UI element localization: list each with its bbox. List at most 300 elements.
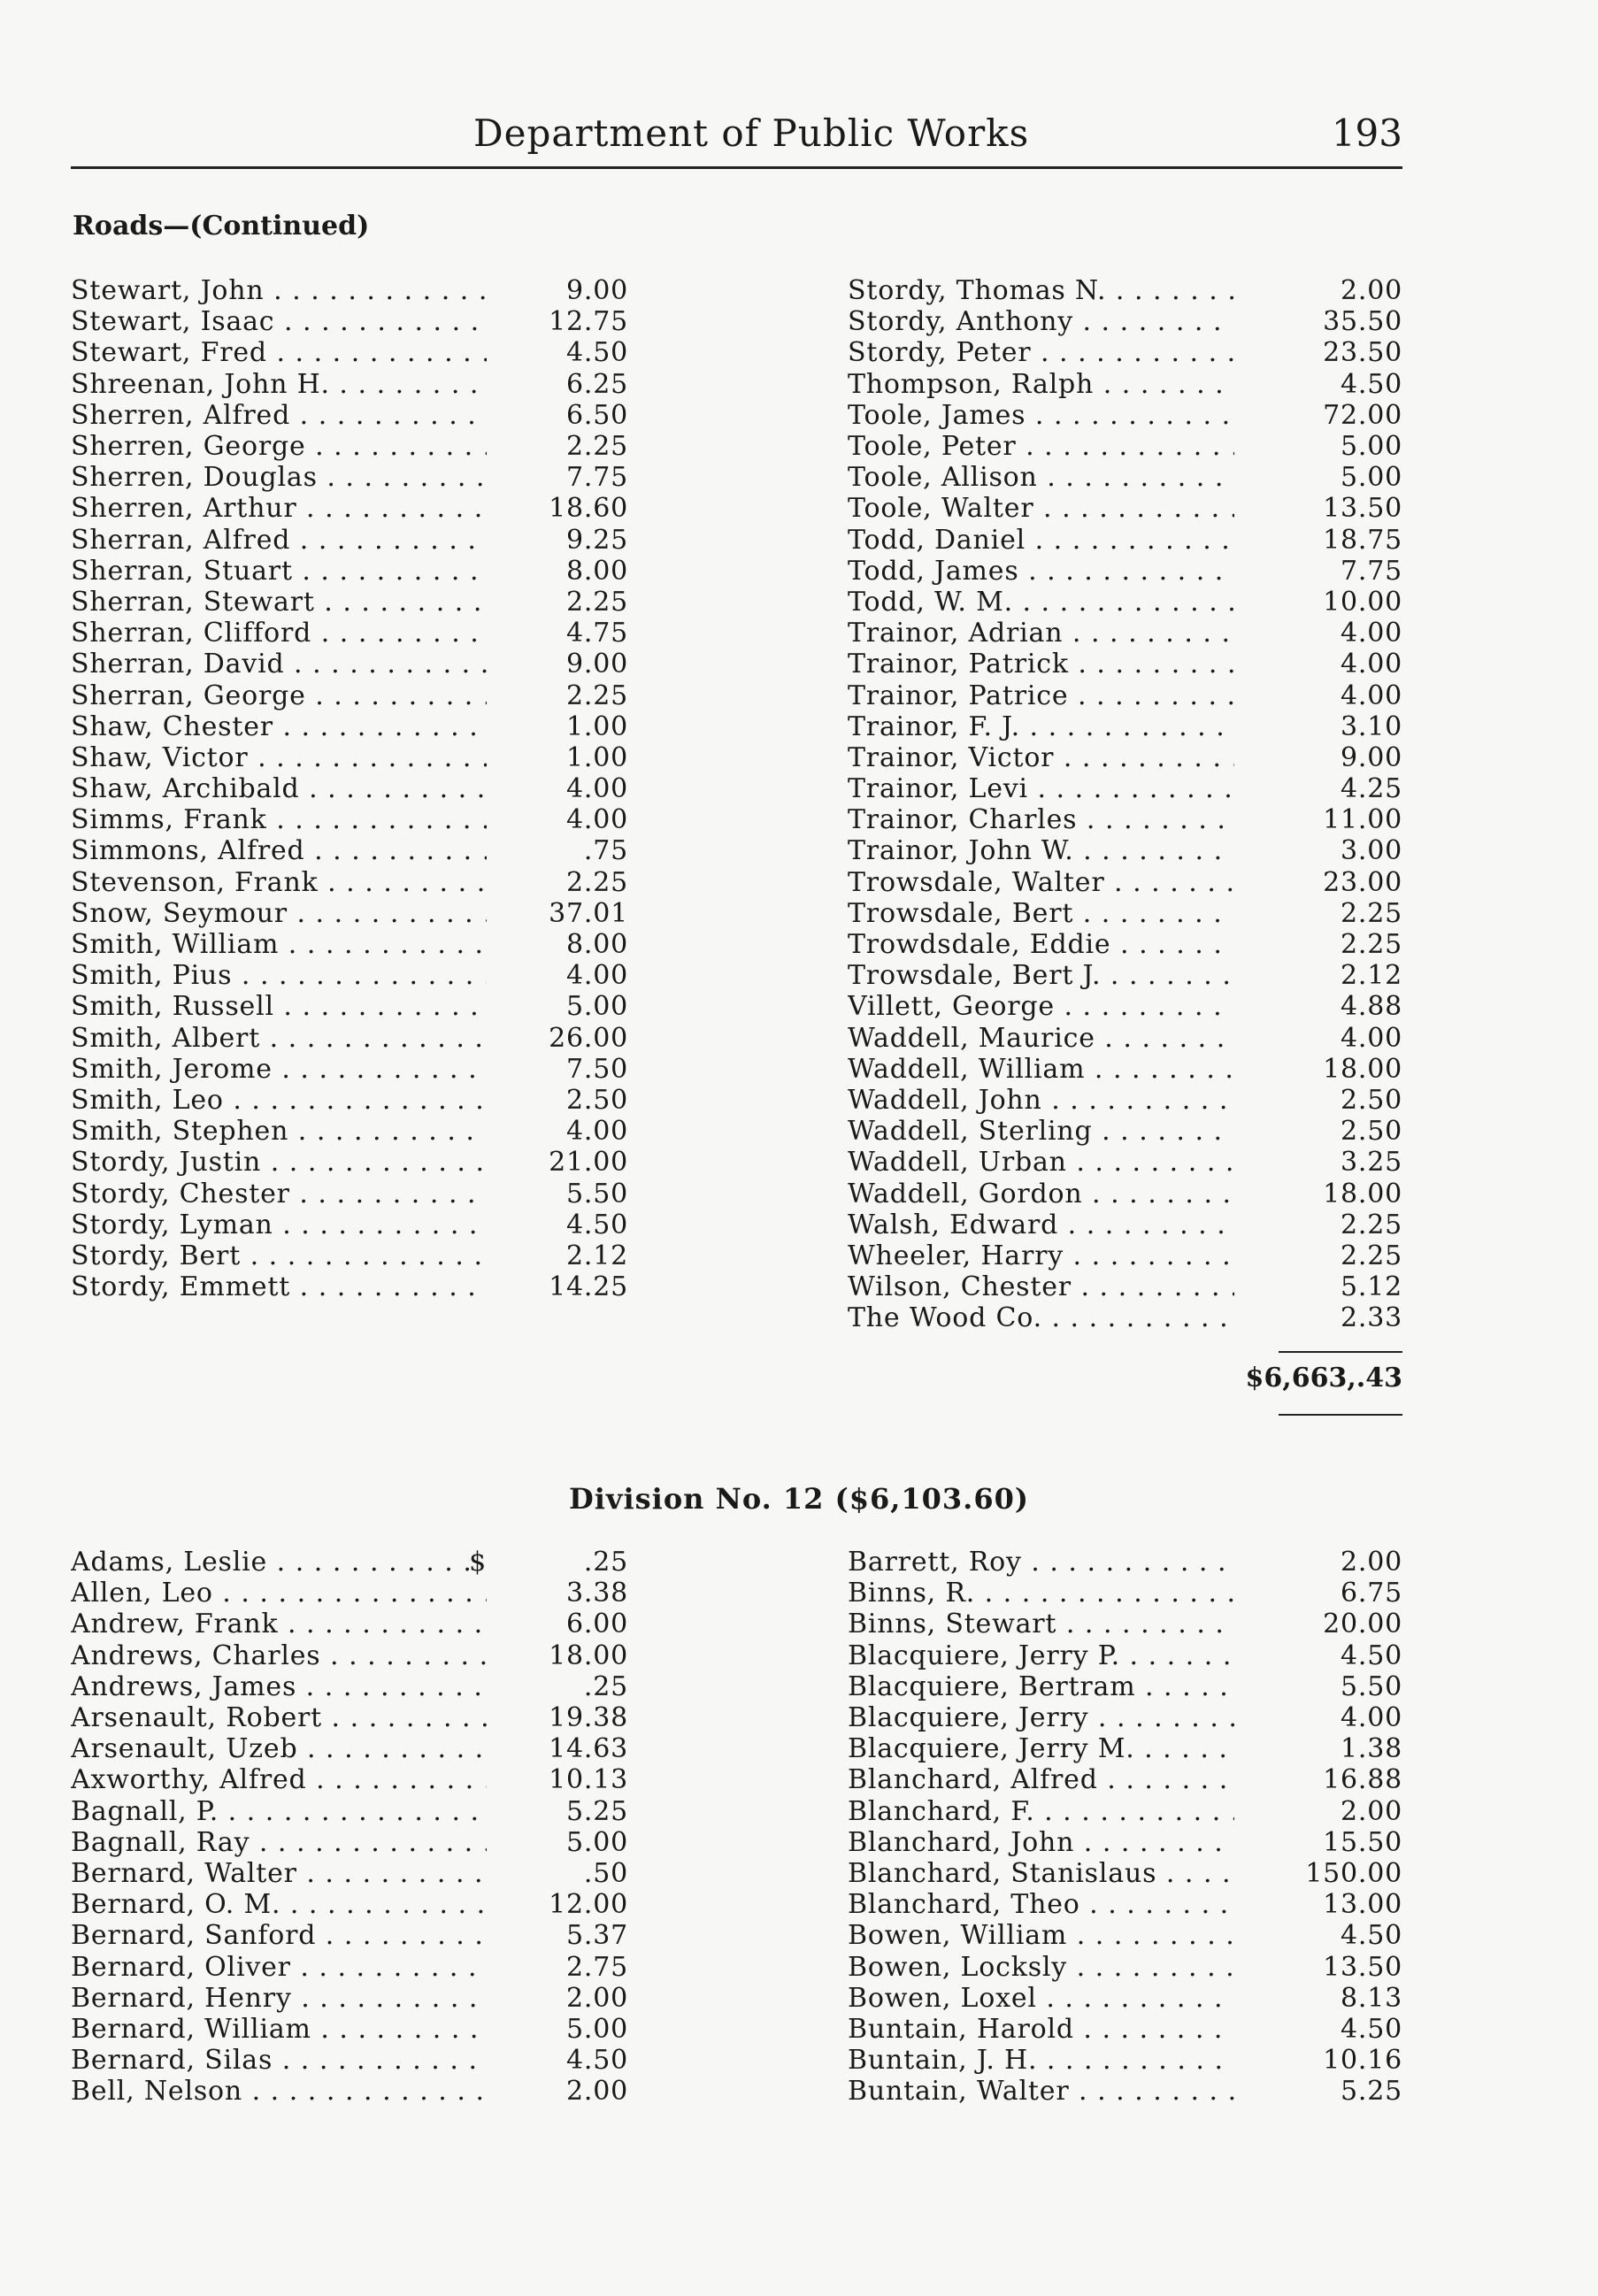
entry-name: Waddell, William . . . xyxy=(848,1054,1234,1085)
list-item xyxy=(848,680,1402,710)
entry-amount: 2.25 xyxy=(1341,1240,1402,1271)
entry-amount: 4.50 xyxy=(1341,2013,1402,2045)
entry-name: Smith, Stephen . . . xyxy=(71,1116,487,1147)
entry-name: Bernard, Silas . . . xyxy=(71,2045,487,2076)
entry-amount: 9.25 xyxy=(566,524,628,556)
entry-amount: 2.00 xyxy=(1341,275,1402,307)
list-item xyxy=(71,929,628,960)
list-item xyxy=(71,493,628,524)
entry-amount: .75 xyxy=(583,835,628,867)
entry-amount: 4.75 xyxy=(566,618,628,649)
entry-amount: 19.38 xyxy=(549,1702,628,1734)
entry-amount: 8.00 xyxy=(566,929,628,961)
entry-amount: 4.00 xyxy=(566,960,628,992)
list-item xyxy=(848,1240,1402,1271)
list-item xyxy=(71,525,628,556)
list-item xyxy=(71,1116,628,1147)
entry-amount: 4.00 xyxy=(1341,1702,1402,1734)
entry-name: Trainor, Charles . . . xyxy=(848,804,1234,835)
entry-name: Blanchard, John . . . xyxy=(848,1827,1234,1858)
entry-name: Arsenault, Robert . . . xyxy=(71,1702,487,1733)
entry-name: Simmons, Alfred . . . xyxy=(71,835,487,866)
entry-amount: 2.12 xyxy=(566,1240,628,1271)
entry-amount: 26.00 xyxy=(549,1022,628,1054)
entry-amount: 12.00 xyxy=(549,1889,628,1921)
page-number: 193 xyxy=(1331,111,1402,155)
entry-amount: 5.00 xyxy=(1341,462,1402,494)
list-item xyxy=(848,1271,1402,1302)
list-item xyxy=(71,1178,628,1209)
entry-name: Thompson, Ralph . . . xyxy=(848,369,1234,400)
entry-name: Stordy, Anthony . . . xyxy=(848,306,1234,337)
entry-name: Simms, Frank . . . xyxy=(71,804,487,835)
list-item xyxy=(71,275,628,306)
list-item xyxy=(71,1858,628,1889)
entry-amount: 18.00 xyxy=(1323,1053,1402,1085)
entry-amount: 4.00 xyxy=(1341,1022,1402,1054)
list-item xyxy=(71,1609,628,1639)
entry-amount: 5.00 xyxy=(566,991,628,1023)
entry-amount: 150.00 xyxy=(1305,1857,1402,1889)
page-header xyxy=(71,104,1402,169)
entry-amount: 2.25 xyxy=(1341,929,1402,961)
entry-amount: 2.75 xyxy=(566,1951,628,1983)
entry-amount: 37.01 xyxy=(549,897,628,929)
list-item xyxy=(848,960,1402,991)
entry-name: Stordy, Emmett . . . xyxy=(71,1271,487,1302)
entry-name: Andrews, James . . . xyxy=(71,1671,487,1702)
entry-amount: 7.75 xyxy=(566,462,628,494)
entry-name: Bagnall, P. . . . xyxy=(71,1796,487,1827)
entry-amount: 5.12 xyxy=(1341,1271,1402,1303)
entry-name: Wheeler, Harry . . . xyxy=(848,1240,1234,1271)
entry-amount: 5.50 xyxy=(1341,1670,1402,1702)
entry-amount: 14.25 xyxy=(549,1271,628,1303)
entry-name: Blacquiere, Bertram . . . xyxy=(848,1671,1234,1702)
entry-amount: 2.25 xyxy=(566,866,628,898)
currency-symbol: $ xyxy=(469,1547,487,1578)
list-item xyxy=(848,1671,1402,1702)
division-left-column xyxy=(71,1547,628,2107)
entry-amount: 4.00 xyxy=(566,804,628,836)
entry-amount: 4.50 xyxy=(566,1209,628,1240)
entry-amount: 5.50 xyxy=(566,1178,628,1209)
entry-name: Adams, Leslie . . . xyxy=(71,1547,469,1578)
list-item xyxy=(848,462,1402,493)
entry-amount: 1.38 xyxy=(1341,1733,1402,1765)
list-item xyxy=(71,1147,628,1178)
entry-amount: .25 xyxy=(583,1547,628,1578)
entry-name: Binns, Stewart . . . xyxy=(848,1609,1234,1639)
list-item xyxy=(71,337,628,368)
entry-amount: 1.00 xyxy=(566,741,628,773)
entry-amount: 8.13 xyxy=(1341,1982,1402,2014)
list-item xyxy=(848,1116,1402,1147)
entry-name: Shreenan, John H. . . . xyxy=(71,369,487,400)
section-heading: Roads—(Continued) xyxy=(73,211,370,242)
entry-amount: 5.00 xyxy=(1341,431,1402,463)
entry-amount: 18.00 xyxy=(1323,1178,1402,1209)
entry-name: Waddell, Urban . . . xyxy=(848,1147,1234,1178)
entry-amount: 4.00 xyxy=(1341,618,1402,649)
entry-name: Trainor, Patrice . . . xyxy=(848,680,1234,711)
list-item xyxy=(848,1209,1402,1240)
entry-name: Trowdsdale, Eddie . . . xyxy=(848,929,1234,960)
page-title: Department of Public Works xyxy=(473,111,1030,155)
list-item xyxy=(848,556,1402,587)
entry-name: Blacquiere, Jerry . . . xyxy=(848,1702,1234,1733)
entry-amount: 12.75 xyxy=(549,306,628,338)
list-item xyxy=(71,1827,628,1858)
list-item xyxy=(848,711,1402,742)
entry-name: Trowsdale, Bert J. . . . xyxy=(848,960,1234,991)
roads-right-column xyxy=(848,275,1402,1333)
entry-amount: 3.38 xyxy=(566,1578,628,1609)
entry-amount: 3.00 xyxy=(1341,835,1402,867)
entry-name: Stordy, Bert . . . xyxy=(71,1240,487,1271)
list-item xyxy=(848,867,1402,898)
list-item xyxy=(848,1147,1402,1178)
entry-amount: 4.00 xyxy=(566,1116,628,1148)
entry-name: Bernard, Henry . . . xyxy=(71,1983,487,2014)
entry-name: Toole, Walter . . . xyxy=(848,493,1234,524)
list-item xyxy=(71,1796,628,1827)
entry-name: Waddell, Maurice . . . xyxy=(848,1023,1234,1054)
entry-name: Buntain, Harold . . . xyxy=(848,2014,1234,2045)
entry-name: Buntain, J. H. . . . xyxy=(848,2045,1234,2076)
list-item xyxy=(848,1054,1402,1085)
list-item xyxy=(71,1702,628,1733)
entry-name: Trainor, Adrian . . . xyxy=(848,618,1234,649)
list-item xyxy=(848,835,1402,866)
list-item xyxy=(71,431,628,462)
entry-amount: 35.50 xyxy=(1323,306,1402,338)
entry-amount: 5.25 xyxy=(1341,2076,1402,2108)
entry-amount: 8.00 xyxy=(566,555,628,587)
entry-amount: 1.00 xyxy=(566,710,628,742)
list-item xyxy=(71,742,628,773)
entry-amount: 2.00 xyxy=(566,1982,628,2014)
entry-name: Bowen, Locksly . . . xyxy=(848,1952,1234,1983)
list-item xyxy=(848,1609,1402,1639)
entry-name: Sherran, David . . . xyxy=(71,649,487,680)
entry-amount: 4.50 xyxy=(1341,368,1402,400)
list-item xyxy=(848,400,1402,431)
entry-name: Trainor, Victor . . . xyxy=(848,742,1234,773)
entry-name: Bowen, Loxel . . . xyxy=(848,1983,1234,2014)
entry-amount: 4.00 xyxy=(1341,680,1402,711)
list-item xyxy=(71,306,628,337)
entry-name: Stordy, Lyman . . . xyxy=(71,1209,487,1240)
entry-amount: 2.50 xyxy=(1341,1116,1402,1148)
entry-name: The Wood Co. . . . xyxy=(848,1302,1234,1333)
entry-name: Bernard, Sanford . . . xyxy=(71,1920,487,1951)
entry-name: Barrett, Roy . . . xyxy=(848,1547,1234,1578)
entry-name: Stewart, Isaac . . . xyxy=(71,306,487,337)
entry-name: Bagnall, Ray . . . xyxy=(71,1827,487,1858)
entry-amount: 5.25 xyxy=(566,1795,628,1827)
entry-name: Walsh, Edward . . . xyxy=(848,1209,1234,1240)
list-item xyxy=(71,1240,628,1271)
list-item xyxy=(71,2045,628,2076)
entry-name: Allen, Leo . . . xyxy=(71,1578,487,1609)
list-item xyxy=(71,898,628,929)
entry-amount: 6.00 xyxy=(566,1609,628,1640)
entry-name: Stordy, Justin . . . xyxy=(71,1147,487,1178)
list-item xyxy=(71,867,628,898)
entry-name: Bernard, O. M. . . . xyxy=(71,1889,487,1920)
list-item xyxy=(71,556,628,587)
entry-amount: 5.00 xyxy=(566,1826,628,1858)
entry-name: Sherran, Clifford . . . xyxy=(71,618,487,649)
entry-amount: 2.00 xyxy=(566,2076,628,2108)
list-item xyxy=(848,1702,1402,1733)
list-item xyxy=(848,1764,1402,1795)
entry-amount: 7.75 xyxy=(1341,555,1402,587)
list-item xyxy=(71,462,628,493)
list-item xyxy=(848,1733,1402,1764)
entry-name: Blanchard, Stanislaus . . . xyxy=(848,1858,1234,1889)
entry-amount: 3.25 xyxy=(1341,1147,1402,1179)
entry-name: Sherran, Stuart . . . xyxy=(71,556,487,587)
entry-amount: 23.00 xyxy=(1323,866,1402,898)
entry-name: Todd, James . . . xyxy=(848,556,1234,587)
entry-name: Shaw, Chester . . . xyxy=(71,711,487,742)
list-item xyxy=(71,960,628,991)
entry-amount: .25 xyxy=(583,1670,628,1702)
list-item xyxy=(71,991,628,1022)
entry-amount: 13.00 xyxy=(1323,1889,1402,1921)
entry-amount: 10.13 xyxy=(549,1764,628,1796)
entry-amount: 2.25 xyxy=(566,586,628,618)
entry-amount: 2.00 xyxy=(1341,1547,1402,1578)
entry-name: Todd, W. M. . . . xyxy=(848,587,1234,618)
entry-name: Toole, James . . . xyxy=(848,400,1234,431)
entry-name: Bernard, Oliver . . . xyxy=(71,1952,487,1983)
entry-name: Blacquiere, Jerry M. . . . xyxy=(848,1733,1234,1764)
entry-amount: 2.12 xyxy=(1341,960,1402,992)
list-item xyxy=(71,1209,628,1240)
entry-amount: 3.10 xyxy=(1341,710,1402,742)
entry-name: Axworthy, Alfred . . . xyxy=(71,1764,487,1795)
entry-name: Sherren, Douglas . . . xyxy=(71,462,487,493)
entry-name: Smith, Jerome . . . xyxy=(71,1054,487,1085)
list-item xyxy=(71,1920,628,1951)
entry-name: Wilson, Chester . . . xyxy=(848,1271,1234,1302)
list-item xyxy=(848,525,1402,556)
entry-name: Sherran, Stewart . . . xyxy=(71,587,487,618)
list-item xyxy=(848,1578,1402,1609)
entry-amount: 23.50 xyxy=(1323,337,1402,369)
entry-name: Bell, Nelson . . . xyxy=(71,2076,487,2107)
list-item xyxy=(848,618,1402,649)
entry-name: Blanchard, Theo . . . xyxy=(848,1889,1234,1920)
entry-name: Sherren, Alfred . . . xyxy=(71,400,487,431)
list-item xyxy=(848,1302,1402,1333)
entry-name: Todd, Daniel . . . xyxy=(848,525,1234,556)
list-item xyxy=(71,680,628,710)
list-item xyxy=(848,1796,1402,1827)
entry-name: Bernard, Walter . . . xyxy=(71,1858,487,1889)
list-item xyxy=(848,1827,1402,1858)
entry-name: Waddell, Sterling . . . xyxy=(848,1116,1234,1147)
entry-amount: 9.00 xyxy=(1341,741,1402,773)
entry-amount: 18.60 xyxy=(549,493,628,525)
list-item xyxy=(848,369,1402,400)
list-item xyxy=(848,1178,1402,1209)
total-rule xyxy=(1279,1351,1402,1353)
entry-name: Sherren, Arthur . . . xyxy=(71,493,487,524)
entry-amount: 5.37 xyxy=(566,1920,628,1952)
list-item xyxy=(848,773,1402,804)
entry-amount: 6.50 xyxy=(566,399,628,431)
list-item xyxy=(848,1889,1402,1920)
list-item xyxy=(71,1640,628,1671)
entry-amount: 10.16 xyxy=(1323,2045,1402,2077)
entry-amount: 4.88 xyxy=(1341,991,1402,1023)
list-item xyxy=(71,711,628,742)
entry-name: Waddell, Gordon . . . xyxy=(848,1179,1234,1209)
list-item xyxy=(848,991,1402,1022)
list-item xyxy=(71,649,628,680)
entry-amount: 72.00 xyxy=(1323,399,1402,431)
entry-name: Stordy, Peter . . . xyxy=(848,337,1234,368)
list-item xyxy=(71,835,628,866)
list-item xyxy=(848,1547,1402,1578)
list-item xyxy=(848,1085,1402,1116)
list-item xyxy=(71,1671,628,1702)
list-item xyxy=(71,587,628,618)
entry-name: Trainor, John W. . . . xyxy=(848,835,1234,866)
list-item xyxy=(71,1271,628,1302)
entry-name: Bowen, William . . . xyxy=(848,1920,1234,1951)
entry-name: Toole, Peter . . . xyxy=(848,431,1234,462)
entry-name: Binns, R. . . . xyxy=(848,1578,1234,1609)
list-item xyxy=(848,337,1402,368)
entry-name: Buntain, Walter . . . xyxy=(848,2076,1234,2107)
entry-name: Trowsdale, Walter . . . xyxy=(848,867,1234,898)
entry-amount: 2.50 xyxy=(1341,1084,1402,1116)
entry-name: Blacquiere, Jerry P. . . . xyxy=(848,1640,1234,1671)
entry-name: Blanchard, F. . . . xyxy=(848,1796,1234,1827)
entry-amount: 4.00 xyxy=(566,773,628,805)
entry-amount: 4.25 xyxy=(1341,773,1402,805)
list-item xyxy=(848,1858,1402,1889)
entry-name: Trainor, F. J. . . . xyxy=(848,711,1234,742)
entry-name: Toole, Allison . . . xyxy=(848,462,1234,493)
roads-left-column xyxy=(71,275,628,1302)
list-item xyxy=(71,1023,628,1054)
entry-amount: 21.00 xyxy=(549,1147,628,1179)
entry-name: Smith, Leo . . . xyxy=(71,1085,487,1116)
list-item xyxy=(71,618,628,649)
list-item xyxy=(848,431,1402,462)
entry-name: Stevenson, Frank . . . xyxy=(71,867,487,898)
entry-amount: 9.00 xyxy=(566,275,628,307)
entry-amount: 5.00 xyxy=(566,2013,628,2045)
entry-amount: 2.25 xyxy=(1341,1209,1402,1240)
entry-amount: 11.00 xyxy=(1323,804,1402,836)
entry-name: Andrews, Charles . . . xyxy=(71,1640,487,1671)
list-item xyxy=(848,929,1402,960)
list-item xyxy=(848,898,1402,929)
list-item xyxy=(848,742,1402,773)
entry-amount: 4.50 xyxy=(566,2045,628,2077)
entry-name: Smith, Albert . . . xyxy=(71,1023,487,1054)
entry-amount: 20.00 xyxy=(1323,1609,1402,1640)
entry-amount: 6.25 xyxy=(566,368,628,400)
entry-amount: 2.50 xyxy=(566,1084,628,1116)
entry-amount: 4.50 xyxy=(566,337,628,369)
entry-name: Sherran, Alfred . . . xyxy=(71,525,487,556)
list-item xyxy=(71,804,628,835)
entry-name: Trainor, Patrick . . . xyxy=(848,649,1234,680)
list-item xyxy=(848,587,1402,618)
entry-name: Snow, Seymour . . . xyxy=(71,898,487,929)
entry-name: Sherren, George . . . xyxy=(71,431,487,462)
division-right-column xyxy=(848,1547,1402,2107)
entry-name: Stordy, Thomas N. . . . xyxy=(848,275,1234,306)
entry-amount: 2.33 xyxy=(1341,1302,1402,1334)
entry-name: Blanchard, Alfred . . . xyxy=(848,1764,1234,1795)
roads-total: $6,663,.43 xyxy=(1245,1363,1402,1394)
list-item xyxy=(71,2014,628,2045)
list-item xyxy=(71,1889,628,1920)
entry-amount: 4.50 xyxy=(1341,1920,1402,1952)
division-heading: Division No. 12 ($6,103.60) xyxy=(569,1482,1029,1516)
list-item xyxy=(71,1085,628,1116)
entry-amount: 7.50 xyxy=(566,1053,628,1085)
entry-name: Villett, George . . . xyxy=(848,991,1234,1022)
list-item xyxy=(848,649,1402,680)
entry-name: Trowsdale, Bert . . . xyxy=(848,898,1234,929)
list-item xyxy=(71,773,628,804)
list-item xyxy=(848,2045,1402,2076)
list-item xyxy=(71,1951,628,1982)
entry-name: Smith, Pius . . . xyxy=(71,960,487,991)
list-item xyxy=(71,400,628,431)
entry-name: Stordy, Chester . . . xyxy=(71,1179,487,1209)
entry-amount: 9.00 xyxy=(566,649,628,680)
entry-name: Stewart, Fred . . . xyxy=(71,337,487,368)
list-item xyxy=(71,1547,628,1578)
list-item xyxy=(848,275,1402,306)
entry-name: Bernard, William . . . xyxy=(71,2014,487,2045)
list-item xyxy=(71,1578,628,1609)
entry-name: Arsenault, Uzeb . . . xyxy=(71,1733,487,1764)
list-item xyxy=(71,1983,628,2014)
list-item xyxy=(71,1764,628,1795)
list-item xyxy=(71,1054,628,1085)
entry-name: Shaw, Archibald . . . xyxy=(71,773,487,804)
list-item xyxy=(848,493,1402,524)
list-item xyxy=(848,1951,1402,1982)
entry-name: Andrew, Frank . . . xyxy=(71,1609,487,1639)
entry-name: Shaw, Victor . . . xyxy=(71,742,487,773)
list-item xyxy=(848,1640,1402,1671)
entry-amount: 16.88 xyxy=(1323,1764,1402,1796)
entry-amount: 18.00 xyxy=(549,1639,628,1671)
entry-amount: 6.75 xyxy=(1341,1578,1402,1609)
entry-amount: .50 xyxy=(583,1857,628,1889)
entry-name: Smith, Russell . . . xyxy=(71,991,487,1022)
entry-amount: 4.00 xyxy=(1341,649,1402,680)
entry-name: Smith, William . . . xyxy=(71,929,487,960)
list-item xyxy=(71,1733,628,1764)
entry-amount: 2.25 xyxy=(1341,897,1402,929)
entry-amount: 2.25 xyxy=(566,431,628,463)
entry-amount: 14.63 xyxy=(549,1733,628,1765)
